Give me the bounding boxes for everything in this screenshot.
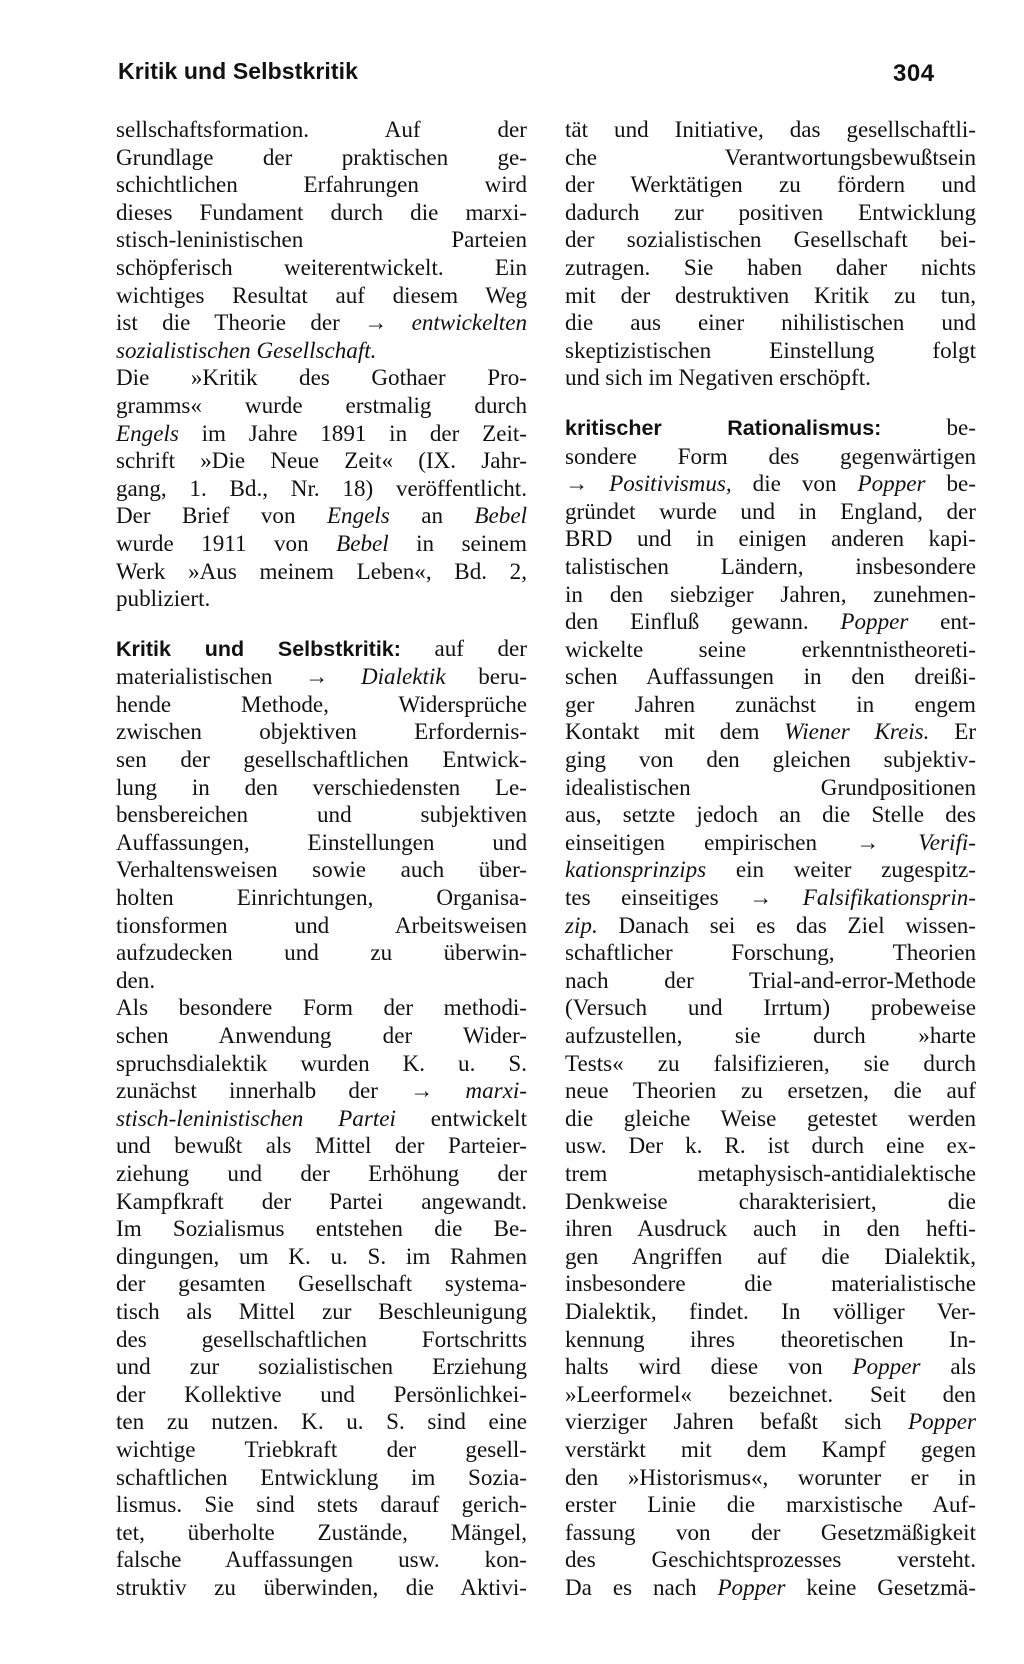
- text-line: [565, 171, 976, 199]
- text-run: Grundlage der praktischen ge-: [116, 143, 527, 170]
- text-line: [565, 1491, 976, 1519]
- text-line: [116, 1436, 527, 1464]
- text-line: [116, 502, 527, 530]
- text-run: wichtiges Resultat auf diesem Weg: [116, 281, 527, 308]
- text-run: Verhaltensweisen sowie auch über-: [116, 856, 527, 883]
- text-line: [116, 1160, 527, 1188]
- text-run: holten Einrichtungen, Organisa-: [116, 884, 527, 911]
- text-run: aus, setzte jedoch an die Stelle des: [565, 801, 976, 828]
- text-run: be-: [881, 413, 976, 440]
- text-run: und bewußt als Mittel der Parteier-: [116, 1132, 527, 1159]
- text-line: [565, 553, 976, 581]
- text-run: zwischen objektiven Erfordernis-: [116, 718, 527, 745]
- text-run: struktiv zu überwinden, die Aktivi-: [116, 1573, 527, 1600]
- text-run: ten zu nutzen. K. u. S. sind eine: [116, 1408, 527, 1435]
- text-line: [116, 856, 527, 884]
- text-line: [116, 1243, 527, 1271]
- text-line: [565, 1353, 976, 1381]
- text-run: ziehung und der Erhöhung der: [116, 1159, 527, 1186]
- text-run: schöpferisch weiterentwickelt. Ein: [116, 253, 527, 280]
- text-line: [116, 912, 527, 940]
- text-run: sondere Form des gegenwärtigen: [565, 442, 976, 469]
- paragraph-gap: [116, 613, 527, 635]
- italic-term: Popper: [857, 470, 926, 497]
- text-line: [565, 663, 976, 691]
- text-run: nach der Trial-and-error-Methode: [565, 966, 976, 993]
- text-run: →: [565, 470, 610, 497]
- text-run: Auffassungen, Einstellungen und: [116, 828, 527, 855]
- text-run: als: [920, 1353, 976, 1380]
- italic-term: kationsprinzips: [565, 856, 707, 883]
- text-line: [565, 1243, 976, 1271]
- text-line: [565, 144, 976, 172]
- text-line: [565, 884, 976, 912]
- paragraph-gap: [565, 392, 976, 414]
- text-run: verstärkt mit dem Kampf gegen: [565, 1435, 976, 1462]
- text-line: [565, 801, 976, 829]
- text-run: neue Theorien zu ersetzen, die auf: [565, 1077, 976, 1104]
- text-line: [565, 226, 976, 254]
- text-run: sellschaftsformation. Auf der: [116, 116, 527, 142]
- text-line: [565, 691, 976, 719]
- text-line: [565, 746, 976, 774]
- entry-headword: kritischer Rationalismus:: [565, 415, 882, 440]
- text-line: [116, 801, 527, 829]
- text-run: gen Angriffen auf die Dialektik,: [565, 1242, 976, 1269]
- text-line: [116, 994, 527, 1022]
- text-run: publiziert.: [116, 585, 211, 612]
- text-run: der Kollektive und Persönlichkei-: [116, 1380, 527, 1407]
- text-run: die aus einer nihilistischen und: [565, 309, 976, 336]
- text-line: [565, 1519, 976, 1547]
- text-line: [116, 1105, 527, 1133]
- text-line: [116, 1546, 527, 1574]
- text-run: usw. Der k. R. ist durch eine ex-: [565, 1132, 976, 1159]
- text-run: den »Historismus«, worunter er in: [565, 1463, 976, 1490]
- text-run: insbesondere die materialistische: [565, 1270, 976, 1297]
- text-line: [116, 635, 527, 664]
- text-line: [116, 420, 527, 448]
- text-line: [116, 1326, 527, 1354]
- text-line: [116, 530, 527, 558]
- text-run: entwickelt: [395, 1104, 527, 1131]
- text-run: tet, überholte Zustände, Mängel,: [116, 1518, 527, 1545]
- text-run: tät und Initiative, das gesellschaftli-: [565, 116, 976, 142]
- text-run: che Verantwortungsbewußtsein: [565, 143, 976, 170]
- page-number: 304: [893, 60, 935, 87]
- italic-term: Wiener Kreis.: [784, 718, 930, 745]
- text-line: [116, 144, 527, 172]
- italic-term: Popper: [852, 1353, 921, 1380]
- text-line: [116, 171, 527, 199]
- text-line: [565, 1188, 976, 1216]
- text-run: und sich im Negativen erschöpft.: [565, 364, 871, 391]
- italic-term: Verifi-: [918, 828, 976, 855]
- italic-term: sozialistischen Gesellschaft.: [116, 336, 377, 363]
- text-line: [116, 1215, 527, 1243]
- text-run: wurde 1911 von: [116, 529, 337, 556]
- text-line: [116, 392, 527, 420]
- text-line: [116, 746, 527, 774]
- text-run: tionsformen und Arbeitsweisen: [116, 911, 527, 938]
- text-line: [116, 939, 527, 967]
- text-run: zutragen. Sie haben daher nichts: [565, 253, 976, 280]
- text-run: bensbereichen und subjektiven: [116, 801, 527, 828]
- italic-term: entwickelten: [411, 309, 527, 336]
- text-run: wichtige Triebkraft der gesell-: [116, 1435, 527, 1462]
- text-line: [565, 718, 976, 746]
- text-run: der gesamten Gesellschaft systema-: [116, 1270, 527, 1297]
- text-line: [565, 116, 976, 144]
- text-run: idealistischen Grundpositionen: [565, 773, 976, 800]
- right-column: [565, 116, 976, 1601]
- text-line: [565, 1436, 976, 1464]
- text-run: des gesellschaftlichen Fortschritts: [116, 1325, 527, 1352]
- text-run: hende Methode, Widersprüche: [116, 690, 527, 717]
- text-line: [116, 116, 527, 144]
- left-column: [116, 116, 527, 1601]
- text-line: [565, 1326, 976, 1354]
- text-line: [565, 1160, 976, 1188]
- text-line: [565, 254, 976, 282]
- italic-term: Engels: [116, 419, 179, 446]
- text-line: [116, 226, 527, 254]
- text-run: tisch als Mittel zur Beschleunigung: [116, 1297, 527, 1324]
- entry-headword: Kritik und Selbstkritik:: [116, 636, 401, 661]
- text-line: [565, 1381, 976, 1409]
- text-line: [116, 829, 527, 857]
- text-line: [565, 636, 976, 664]
- text-run: falsche Auffassungen usw. kon-: [116, 1546, 527, 1573]
- running-head: Kritik und Selbstkritik: [118, 58, 359, 84]
- text-line: [116, 1574, 527, 1602]
- text-run: dingungen, um K. u. S. im Rahmen: [116, 1242, 527, 1269]
- text-line: [565, 199, 976, 227]
- text-run: lismus. Sie sind stets darauf gerich-: [116, 1491, 527, 1518]
- text-run: schaftlichen Entwicklung im Sozia-: [116, 1463, 527, 1490]
- text-line: [565, 856, 976, 884]
- text-run: wickelte seine erkenntnistheoreti-: [565, 635, 976, 662]
- text-line: [565, 912, 976, 940]
- text-run: einseitigen empirischen →: [565, 828, 919, 855]
- italic-term: Bebel: [474, 502, 527, 529]
- text-run: an: [389, 502, 475, 529]
- italic-term: zip.: [565, 911, 598, 938]
- text-run: schen Anwendung der Wider-: [116, 1022, 527, 1048]
- text-run: talistischen Ländern, insbesondere: [565, 552, 976, 579]
- text-run: im Jahre 1891 in der Zeit-: [178, 419, 527, 446]
- text-run: aufzustellen, sie durch »harte: [565, 1022, 976, 1048]
- text-run: den Einfluß gewann.: [565, 608, 841, 635]
- text-run: Der Brief von: [116, 502, 327, 529]
- text-line: [116, 1491, 527, 1519]
- text-line: [565, 364, 976, 392]
- text-line: [565, 1574, 976, 1602]
- italic-term: Popper: [908, 1408, 976, 1435]
- text-run: Kontakt mit dem: [565, 718, 785, 745]
- text-run: den.: [116, 966, 156, 993]
- italic-term: Popper: [840, 608, 909, 635]
- text-run: Denkweise charakterisiert, die: [565, 1187, 976, 1214]
- text-run: kennung ihres theoretischen In-: [565, 1325, 976, 1352]
- text-run: ger Jahren zunächst in engem: [565, 690, 976, 717]
- text-run: der sozialistischen Gesellschaft bei-: [565, 226, 976, 253]
- text-line: [116, 1132, 527, 1160]
- text-line: [116, 691, 527, 719]
- text-run: dadurch zur positiven Entwicklung: [565, 198, 976, 225]
- text-line: [565, 994, 976, 1022]
- text-run: Kampfkraft der Partei angewandt.: [116, 1187, 527, 1214]
- text-line: [565, 967, 976, 995]
- text-run: dieses Fundament durch die marxi-: [116, 198, 527, 225]
- italic-term: Engels: [326, 502, 390, 529]
- text-run: stisch-leninistischen Parteien: [116, 226, 527, 253]
- text-run: Da es nach: [565, 1573, 718, 1600]
- text-run: ging von den gleichen subjektiv-: [565, 746, 976, 773]
- text-line: [565, 1105, 976, 1133]
- text-run: in den siebziger Jahren, zunehmen-: [565, 580, 976, 607]
- text-run: ein weiter zugespitz-: [706, 856, 976, 883]
- text-line: [565, 443, 976, 471]
- text-run: schichtlichen Erfahrungen wird: [116, 171, 527, 198]
- text-line: [565, 1546, 976, 1574]
- text-run: materialistischen →: [116, 663, 361, 690]
- text-line: [116, 309, 527, 337]
- text-line: [565, 337, 976, 365]
- text-line: [116, 1353, 527, 1381]
- italic-term: Bebel: [336, 529, 389, 556]
- text-run: aufzudecken und zu überwin-: [116, 939, 527, 966]
- italic-term: Popper: [717, 1573, 786, 1600]
- text-line: [116, 718, 527, 746]
- text-line: [116, 884, 527, 912]
- text-line: [565, 1464, 976, 1492]
- italic-term: marxi-: [465, 1077, 527, 1104]
- text-line: [116, 1381, 527, 1409]
- text-run: Er: [929, 718, 977, 745]
- text-line: [116, 364, 527, 392]
- text-run: BRD und in einigen anderen kapi-: [565, 525, 976, 552]
- text-line: [565, 1270, 976, 1298]
- text-line: [565, 1077, 976, 1105]
- text-run: gang, 1. Bd., Nr. 18) veröffentlicht.: [116, 474, 527, 501]
- text-line: [565, 1132, 976, 1160]
- text-run: schrift »Die Neue Zeit« (IX. Jahr-: [116, 447, 527, 474]
- text-line: [116, 1298, 527, 1326]
- text-run: des Geschichtsprozesses versteht.: [565, 1546, 976, 1573]
- text-line: [565, 939, 976, 967]
- text-line: [116, 774, 527, 802]
- text-run: auf der: [400, 634, 527, 661]
- text-run: sen der gesellschaftlichen Entwick-: [116, 746, 527, 773]
- text-run: »Leerformel« bezeichnet. Seit den: [565, 1380, 976, 1407]
- text-run: die gleiche Weise getestet werden: [565, 1104, 976, 1131]
- text-line: [116, 1270, 527, 1298]
- text-line: [565, 1022, 976, 1050]
- text-line: [565, 1298, 976, 1326]
- text-run: in seinem: [388, 529, 527, 556]
- text-line: [565, 829, 976, 857]
- text-line: [116, 1408, 527, 1436]
- text-line: [116, 254, 527, 282]
- text-run: be-: [925, 470, 976, 497]
- text-line: [116, 967, 527, 995]
- text-line: [116, 558, 527, 586]
- text-line: [565, 282, 976, 310]
- text-run: und zur sozialistischen Erziehung: [116, 1353, 527, 1380]
- text-line: [116, 282, 527, 310]
- text-line: [116, 1519, 527, 1547]
- text-run: beru-: [445, 663, 527, 690]
- text-line: [116, 663, 527, 691]
- text-run: erster Linie die marxistische Auf-: [565, 1491, 976, 1518]
- text-run: die von: [731, 470, 858, 497]
- text-line: [116, 447, 527, 475]
- text-run: ist die Theorie der →: [116, 309, 412, 336]
- text-line: [116, 1050, 527, 1078]
- italic-term: Dialektik: [360, 663, 446, 690]
- text-run: lung in den verschiedensten Le-: [116, 773, 527, 800]
- text-line: [565, 525, 976, 553]
- text-line: [565, 498, 976, 526]
- text-run: Als besondere Form der methodi-: [116, 994, 527, 1021]
- text-line: [116, 1077, 527, 1105]
- text-line: [565, 581, 976, 609]
- text-line: [565, 1050, 976, 1078]
- text-run: (Versuch und Irrtum) probeweise: [565, 994, 976, 1021]
- text-run: skeptizistischen Einstellung folgt: [565, 336, 976, 363]
- text-run: Danach sei es das Ziel wissen-: [597, 911, 976, 938]
- text-run: Die »Kritik des Gothaer Pro-: [116, 364, 527, 391]
- text-run: trem metaphysisch-antidialektische: [565, 1159, 976, 1186]
- text-run: halts wird diese von: [565, 1353, 853, 1380]
- italic-term: Falsifikationsprin-: [802, 884, 976, 911]
- text-run: schen Auffassungen in den dreißi-: [565, 663, 976, 690]
- text-run: zunächst innerhalb der →: [116, 1077, 466, 1104]
- text-run: gramms« wurde erstmalig durch: [116, 391, 527, 418]
- italic-term: Positivismus,: [609, 470, 732, 497]
- text-run: ent-: [908, 608, 976, 635]
- text-line: [565, 309, 976, 337]
- text-run: vierziger Jahren befaßt sich: [565, 1408, 908, 1435]
- text-run: tes einseitiges →: [565, 884, 803, 911]
- text-run: keine Gesetzmä-: [785, 1573, 976, 1600]
- text-run: gründet wurde und in England, der: [565, 497, 976, 524]
- text-run: ihren Ausdruck auch in den hefti-: [565, 1215, 976, 1242]
- italic-term: stisch-leninistischen Partei: [116, 1104, 396, 1131]
- text-line: [116, 475, 527, 503]
- text-run: fassung von der Gesetzmäßigkeit: [565, 1518, 976, 1545]
- text-line: [565, 608, 976, 636]
- text-line: [116, 199, 527, 227]
- text-line: [565, 414, 976, 443]
- text-run: der Werktätigen zu fördern und: [565, 171, 976, 198]
- text-line: [565, 470, 976, 498]
- text-run: Dialektik, findet. In völliger Ver-: [565, 1297, 976, 1324]
- text-run: Tests« zu falsifizieren, sie durch: [565, 1049, 976, 1076]
- text-run: Im Sozialismus entstehen die Be-: [116, 1215, 527, 1242]
- text-line: [116, 1188, 527, 1216]
- text-line: [565, 1215, 976, 1243]
- text-run: mit der destruktiven Kritik zu tun,: [565, 281, 976, 308]
- text-line: [116, 585, 527, 613]
- text-line: [116, 1464, 527, 1492]
- text-run: spruchsdialektik wurden K. u. S.: [116, 1049, 527, 1076]
- text-line: [565, 1408, 976, 1436]
- text-line: [565, 774, 976, 802]
- text-run: Werk »Aus meinem Leben«, Bd. 2,: [116, 557, 527, 584]
- text-run: schaftlicher Forschung, Theorien: [565, 939, 976, 966]
- text-line: [116, 337, 527, 365]
- text-line: [116, 1022, 527, 1050]
